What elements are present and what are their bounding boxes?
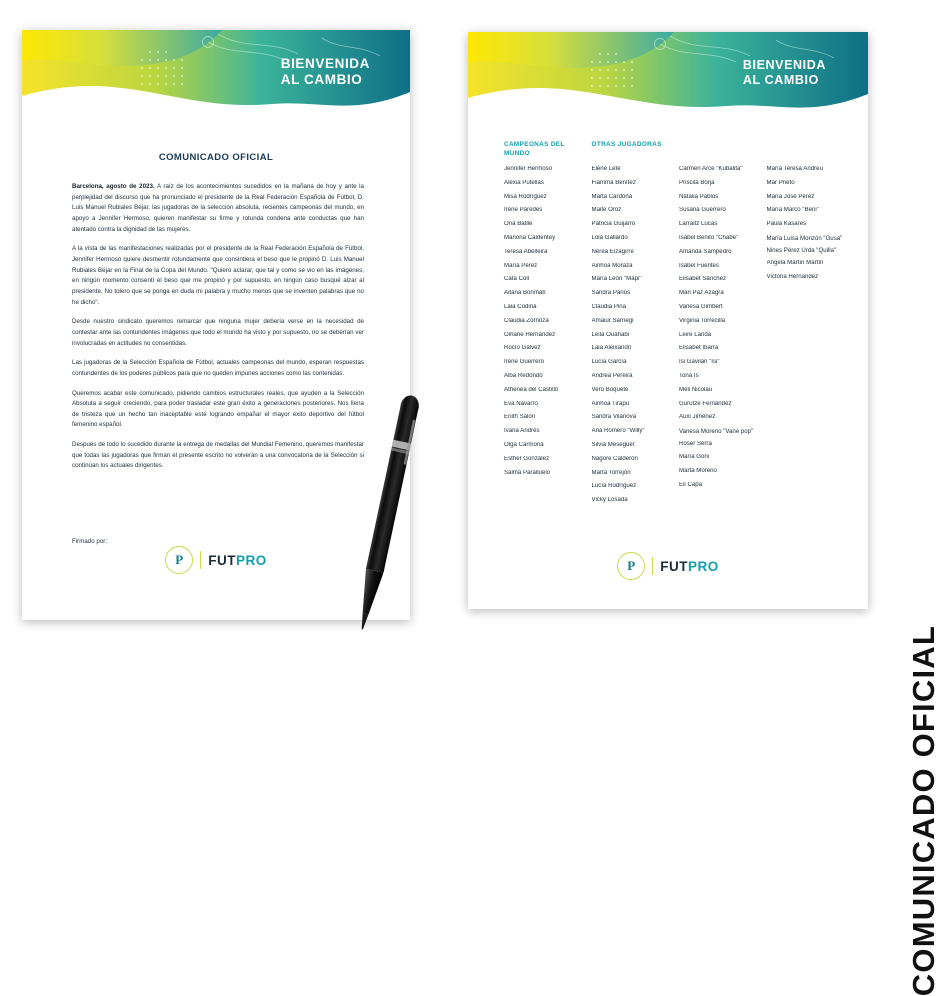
signatory-name: Silvia Meseguer [591, 441, 635, 448]
signatory-column-heading: CAMPEONAS DEL MUNDO [504, 141, 565, 158]
signatory-name: Claudia Zornoza [504, 317, 549, 324]
logo-word-pro-2: PRO [687, 558, 719, 574]
signatory-name: Meli Nicolau [679, 386, 713, 393]
signatory-name: Ainhoa Tirapu [591, 400, 630, 407]
signatory-column-2 [592, 140, 670, 511]
signatory-name: Jennifer Hermoso [504, 166, 553, 172]
signatory-name: Alexia Putellas [504, 179, 544, 186]
signatory-name: Salma Paralluelo [504, 469, 551, 476]
paragraph-1: Barcelona, agosto de 2023. A raíz de los acontecimientos sucedidos en la mañana de hoy y ante la perplejidad del discurso que ha pronunciado el presidente de la Real Federación Española de Fútbol, D. Luis Manuel Rubiales Béjar, las jugadoras de la selección absoluta, recientes campeonas del mundo, en apoyo a Jennifer Hermoso, quieren manifestar su firme y rotunda condena ante conductas que han atentado contra la dignidad de las mujeres. [72, 183, 364, 233]
signatory-name: Nagore Calderón [591, 455, 638, 462]
signatory-name: Alba Redondo [504, 372, 543, 379]
signatory-name: Elisabet Ibarra [679, 345, 719, 352]
signatory-name: María Teresa Andreu [766, 166, 823, 172]
signatory-column-3 [679, 140, 757, 511]
vertical-caption-text: COMUNICADO OFICIAL [906, 625, 941, 996]
signatories-columns [504, 140, 844, 511]
signatory-column-heading [679, 140, 757, 159]
logo-divider [200, 551, 201, 569]
futpro-logo [22, 546, 410, 574]
signatory-name: María León "Mapi" [591, 276, 642, 283]
page1-header-banner [22, 30, 410, 116]
signatory-name: Patricia Guijarro [591, 221, 636, 228]
signatory-name: Nerea Eizagirre [591, 248, 634, 255]
signatory-name: Maite Oroz [591, 207, 622, 214]
page2-header-banner [468, 32, 868, 118]
signatory-name: Vanesa Moreno "Vane pop" [679, 428, 754, 436]
signatory-name: Priscila Borja [679, 179, 715, 186]
signatory-name: Amaiur Sarriegi [591, 317, 634, 324]
signatory-name: Larraitz Lucas [679, 221, 718, 228]
signatory-name: María Pérez [504, 262, 538, 269]
signatory-name: Gurutze Fernández [679, 400, 732, 407]
logo-word-fut-2: FUT [660, 558, 688, 574]
signatory-name: Ona Batlle [504, 221, 533, 228]
signatory-column-1 [504, 140, 582, 511]
signatory-name: Aitana Bonmatí [504, 290, 546, 297]
page-title: COMUNICADO OFICIAL [158, 152, 274, 163]
signatory-name: Roser Serra [679, 440, 712, 447]
signatory-name: Enith Salón [504, 414, 536, 421]
signatory-name: Ainhoa Moraza [591, 262, 633, 269]
signatory-name: Elisabet Sánchez [679, 276, 727, 283]
signed-by-label: Firmado por: [72, 538, 108, 545]
signatory-name: Lola Gallardo [591, 234, 628, 241]
signatory-name: Mariona Caldentey [504, 234, 556, 241]
signatory-name: Lucía Rodríguez [591, 483, 637, 490]
signatory-name: Andrea Pereira [591, 372, 633, 379]
header-title-line2: AL CAMBIO [280, 71, 363, 87]
header-title-2-line2: AL CAMBIO [742, 72, 819, 87]
signatory-name: Athenea del Castillo [504, 386, 559, 393]
signatory-name: Ivana Andrés [504, 428, 540, 435]
paragraph-5: Queremos acabar este comunicado, pidiendo cambios estructurales reales, que ayuden a la Selección Absoluta a seguir creciendo, para poder trasladar este gran éxito a generaciones posteriores. Nos llena de tristeza que un hecho tan inaceptable esté logrando empañar el mayor éxito deportivo del fútbol femenino español. [72, 389, 364, 429]
paragraph-4: Las jugadoras de la Selección Española de Fútbol, actuales campeonas del mundo, esperan respuestas contundentes de los poderes públicos para que no queden impunes acciones como las contenidas. [72, 359, 364, 377]
signatory-name: Eva Navarro [504, 400, 538, 407]
signatory-name: Marta Torrejón [591, 469, 631, 476]
signatory-name: Ana Romero "Willy" [591, 428, 645, 435]
signatory-name: Claudia Pina [591, 303, 627, 310]
signatory-name: Carmen Arce "Kubalita" [679, 166, 743, 172]
signatory-column-heading [767, 140, 845, 159]
signatory-column-4 [767, 140, 845, 511]
signatory-name: Marta Moreno [679, 468, 717, 475]
signatory-name: Leila Ouahabi [591, 331, 630, 338]
paragraph-3: Desde nuestro sindicato queremos remarcar que ninguna mujer debería verse en la necesidad de contestar ante las contundentes imágenes que todo el mundo ha visto y por supuesto, no se deberían ver involucradas en actitudes no consentidas. [72, 318, 364, 347]
signatory-name: María José Pérez [766, 193, 815, 200]
signatory-name: Mari Paz Azagra [679, 290, 724, 297]
signatory-name: Virginia Torrecilla [679, 317, 726, 324]
signatory-name: Eli Capa [679, 481, 703, 488]
signatory-name: María Marco "Beni" [766, 207, 819, 214]
logo-divider-2 [652, 557, 653, 575]
futpro-logo-2 [468, 552, 868, 580]
signatory-name: Leire Landa [679, 331, 712, 338]
signatory-name: Susana Guerrero [679, 207, 726, 214]
signatory-name: Auxi Jiménez [679, 414, 716, 421]
logo-word-pro: PRO [235, 552, 267, 568]
signatory-name: Mar Prieto [766, 179, 795, 186]
signatory-name: Toña Is [679, 372, 699, 379]
signatory-name: Elene Lete [591, 166, 621, 172]
signatory-name: Fiamma Benítez [591, 179, 636, 186]
header-title-2-line1: BIENVENIDA [742, 58, 826, 72]
paragraph-2: A la vista de las manifestaciones realizadas por el presidente de la Real Federación Española de Fútbol, Jennifer Hermoso quiere desmentir rotundamente que consintiera el beso que le propinó D. Luis Manuel Rubiales Béjar en la Final de la Copa del Mundo. "Quiero aclarar, que tal y como se vio en las imágenes, en ningún momento consentí el beso que me propinó y por supuesto, en ningún caso busqué alzar al presidente. No tolero que se ponga en duda mi palabra y mucho menos que se inventen palabras que no he dicho". [72, 245, 364, 306]
signatory-name: Isabel Benito "Chabe" [679, 234, 739, 241]
signatory-name: Isi Gavilán "Isi" [679, 359, 720, 366]
signatory-name: Amanda Sampedro [679, 248, 732, 255]
signatory-name: Paula Kasares [766, 221, 807, 228]
signatory-name: Natalia Pablos [679, 193, 719, 200]
signatory-name: Oihane Hernández [504, 331, 556, 338]
paragraph-dateline: Barcelona, agosto de 2023. [72, 183, 155, 190]
header-title-line1: BIENVENIDA [280, 56, 370, 71]
signatory-name: Cata Coll [504, 276, 530, 283]
logo-word-fut: FUT [208, 552, 236, 568]
signatory-name: Marta Cardona [591, 193, 633, 200]
futpro-logo-wordmark [208, 553, 267, 568]
signatory-name: Irene Guerrero [504, 359, 544, 366]
signatory-name: Laia Codina [504, 303, 537, 310]
signatory-name: Victoria Hernández [766, 273, 819, 280]
signatory-name: Teresa Abelleira [504, 248, 548, 255]
signatory-name: Vero Boquete [591, 386, 629, 393]
signatory-name: Laia Aleixandri [591, 345, 632, 352]
signatory-name: Rocío Gálvez [504, 345, 541, 352]
signatory-name: Irene Paredes [504, 207, 543, 214]
header-title [281, 56, 370, 88]
futpro-logo-mark: P [165, 546, 193, 574]
document-page-2 [468, 32, 868, 609]
signatory-name: Vanesa Gimbert [679, 303, 723, 310]
signatory-column-heading: OTRAS JUGADORAS [591, 141, 662, 148]
signatory-name: Sandra Vilanova [591, 414, 637, 421]
signatory-name: Ángela Martín Martín [766, 259, 824, 266]
signatory-name: María Luisa Monzón "Gusa" [766, 234, 843, 242]
header-title-2 [743, 58, 826, 88]
futpro-logo-mark-2: P [617, 552, 645, 580]
signatory-name: Sandra Paños [591, 290, 631, 297]
vertical-caption [882, 0, 948, 996]
document-page-1 [22, 30, 410, 620]
paragraph-6: Después de todo lo sucedido durante la entrega de medallas del Mundial Femenino, queremos manifestar que todas las jugadoras que firman el presente escrito no volverán a una convocatoria de la Selección si continúan los actuales dirigentes. [72, 441, 364, 470]
signatory-name: Isabel Fuentes [679, 262, 719, 269]
signatory-name: Misa Rodríguez [504, 193, 547, 200]
signatory-name: Nines Pérez Urda "Quilla" [766, 247, 837, 255]
futpro-logo-wordmark-2 [660, 559, 719, 574]
signatory-name: Vicky Losada [591, 497, 628, 504]
signatory-name: Lucía García [591, 359, 627, 366]
signatory-name: María Goñi [679, 454, 710, 461]
document-body [72, 182, 364, 481]
signatory-name: Olga Carmona [504, 441, 544, 448]
signatory-name: Esther González [504, 455, 550, 462]
